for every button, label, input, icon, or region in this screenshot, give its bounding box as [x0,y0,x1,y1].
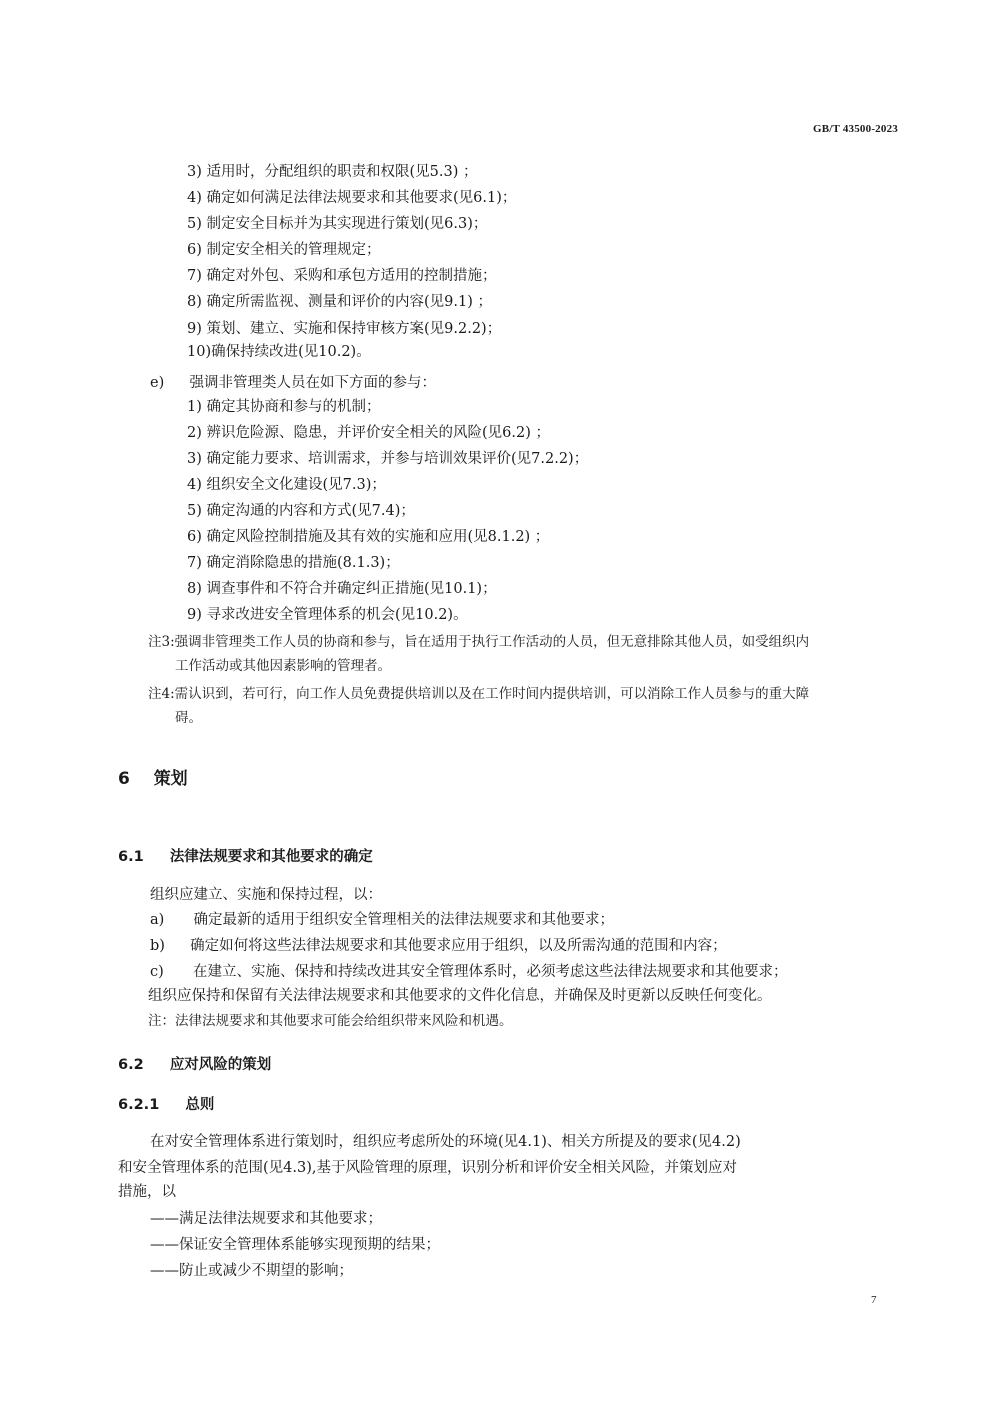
list-item: 6) 制定安全相关的管理规定； [187,242,381,258]
list-text: 确定如何将这些法律法规要求和其他要求应用于组织，以及所需沟通的范围和内容； [190,938,727,954]
list-item-b [150,935,727,957]
note-4-line-1: 注4:需认识到，若可行，向工作人员免费提供培训以及在工作时间内提供培训，可以消除工作人员参与的重大障 [148,686,810,702]
list-text: 强调非管理类人员在如下方面的参与： [189,375,436,391]
list-item-c [150,961,788,983]
list-item: 10)确保持续改进(见10.2)。 [187,344,371,360]
list-item: 9) 寻求改进安全管理体系的机会(见10.2)。 [187,607,468,623]
section-6-1-intro: 组织应建立、实施和保持过程，以： [150,887,382,903]
section-6-2-1-para-line-2: 和安全管理体系的范围(见4.3),基于风险管理的原理，识别分析和评价安全相关风险，并策划应对 [118,1160,737,1176]
list-label: e) [150,375,165,391]
section-6-2-1-para-line-1: 在对安全管理体系进行策划时，组织应考虑所处的环境(见4.1)、相关方所提及的要求(见4.2) [150,1134,741,1150]
list-item: 5) 确定沟通的内容和方式(见7.4)； [187,503,415,519]
list-item: 6) 确定风险控制措施及其有效的实施和应用(见8.1.2) ； [187,529,550,545]
list-item: 1) 确定其协商和参与的机制； [187,399,381,415]
list-item-a [150,909,614,931]
page-number: 7 [871,1294,877,1306]
list-item: 3) 确定能力要求、培训需求，并参与培训效果评价(见7.2.2)； [187,451,589,467]
section-6-heading [118,768,188,790]
list-item: 5) 制定安全目标并为其实现进行策划(见6.3)； [187,216,488,232]
list-item-e [150,372,436,394]
document-code: GB/T 43500-2023 [812,123,898,135]
section-title: 策划 [153,769,188,789]
list-item: 9) 策划、建立、实施和保持审核方案(见9.2.2)； [187,321,502,337]
section-number: 6.2.1 [118,1097,160,1113]
dash-item: ——保证安全管理体系能够实现预期的结果； [150,1237,440,1253]
list-label: a) [150,912,165,928]
section-number: 6.2 [118,1057,144,1073]
list-label: b) [150,938,165,954]
list-text: 确定最新的适用于组织安全管理相关的法律法规要求和其他要求； [193,912,615,928]
dash-item: ——防止或减少不期望的影响； [150,1263,353,1279]
dash-item: ——满足法律法规要求和其他要求； [150,1211,382,1227]
list-item: 4) 组织安全文化建设(见7.3)； [187,477,386,493]
section-6-1-note: 注：法律法规要求和其他要求可能会给组织带来风险和机遇。 [148,1013,513,1029]
list-item: 7) 确定消除隐患的措施(8.1.3)； [187,555,400,571]
list-text: 在建立、实施、保持和持续改进其安全管理体系时，必须考虑这些法律法规要求和其他要求； [193,964,788,980]
section-6-1-closing: 组织应保持和保留有关法律法规要求和其他要求的文件化信息，并确保及时更新以反映任何变化。 [148,988,772,1004]
section-title: 总则 [185,1097,215,1113]
section-title: 法律法规要求和其他要求的确定 [169,849,373,865]
note-3-line-2: 工作活动或其他因素影响的管理者。 [175,658,391,674]
section-6-1-heading [118,846,373,868]
note-4-line-2: 碍。 [175,710,202,726]
section-6-2-heading [118,1054,271,1076]
section-number: 6 [118,769,130,789]
list-item: 8) 调查事件和不符合并确定纠正措施(见10.1)； [187,581,497,597]
list-item: 7) 确定对外包、采购和承包方适用的控制措施； [187,268,497,284]
list-item: 3) 适用时，分配组织的职责和权限(见5.3) ； [187,164,478,180]
list-item: 4) 确定如何满足法律法规要求和其他要求(见6.1)； [187,190,517,206]
list-item: 2) 辨识危险源、隐患，并评价安全相关的风险(见6.2) ； [187,425,550,441]
section-6-2-1-para-line-3: 措施，以 [118,1184,176,1200]
list-label: c) [150,964,164,980]
section-number: 6.1 [118,849,144,865]
note-3-line-1: 注3:强调非管理类工作人员的协商和参与，旨在适用于执行工作活动的人员，但无意排除其他人员，如受组织内 [148,634,810,650]
section-title: 应对风险的策划 [169,1057,272,1073]
list-item: 8) 确定所需监视、测量和评价的内容(见9.1) ； [187,294,492,310]
section-6-2-1-heading [118,1094,214,1116]
